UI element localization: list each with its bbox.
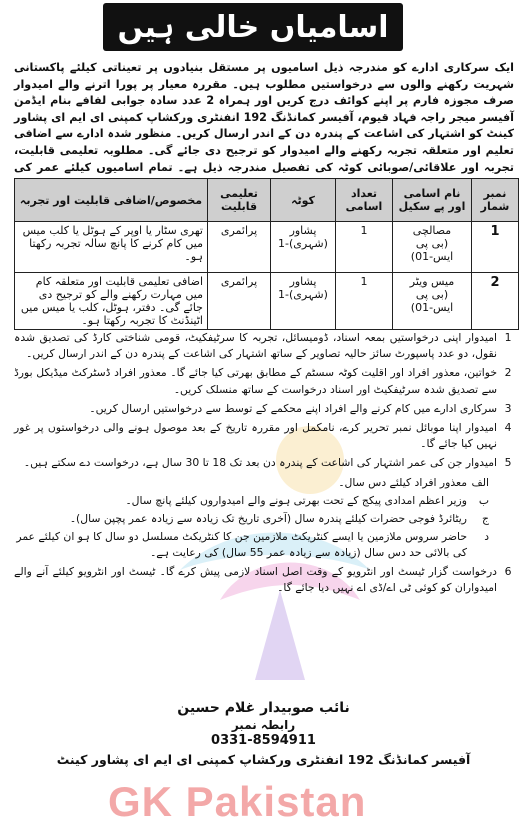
posts-table bbox=[14, 178, 519, 330]
office-address: آفیسر کمانڈنگ 192 انفنٹری ورکشاپ کمپنی ای ایم ای پشاور کینٹ bbox=[56, 752, 471, 767]
header-experience: مخصوص/اضافی قابلیت اور تجربہ bbox=[15, 179, 208, 222]
sub-letter: الف bbox=[471, 475, 489, 489]
condition-text: امیدوار اپنا موبائل نمبر تحریر کرے، نامکمل اور مقررہ تاریخ کے بعد موصول ہونے والی درخواستوں پر غور نہیں کیا جائے گا۔ bbox=[14, 421, 497, 451]
condition-text: امیدوار اپنی درخواستیں بمعہ اسناد، ڈومیسائل، تجربہ کا سرٹیفکیٹ، قومی شناختی کارڈ کی تصدیق شدہ نقول، دو عدد پاسپورٹ سائز حالیہ تصاویر کے ساتھ اشتہار کی اشاعت کے پندرہ دن کے اندر ارسال کریں۔ bbox=[14, 331, 497, 361]
row-sn: 1 bbox=[472, 222, 519, 273]
condition-item bbox=[14, 330, 519, 362]
condition-item bbox=[14, 455, 519, 471]
table-row bbox=[15, 222, 519, 273]
row-education: پرائمری bbox=[208, 273, 271, 330]
age-relaxation-item bbox=[14, 511, 489, 527]
age-relaxation-item bbox=[14, 493, 489, 509]
sub-text: ریٹائرڈ فوجی حضرات کیلئے پندرہ سال (آخری تاریخ تک زیادہ سے زیادہ عمر پچپن سال)۔ bbox=[69, 512, 467, 526]
header-count: تعداد اسامی bbox=[336, 179, 393, 222]
condition-item bbox=[14, 420, 519, 452]
row-quota: پشاور (شہری)-1 bbox=[271, 273, 336, 330]
row-post bbox=[393, 222, 472, 273]
row-experience: اضافی تعلیمی قابلیت اور متعلقہ کام میں مہارت رکھنے والے کو ترجیح دی جائے گی۔ دفتر، ہوٹل، کلب یا میس میں اٹینڈنٹ کا تجربہ رکھتا ہو۔ bbox=[15, 273, 208, 330]
condition-item bbox=[14, 365, 519, 397]
header-post: نام اسامی اور پے سکیل bbox=[393, 179, 472, 222]
condition-text: خواتین، معذور افراد اور اقلیت کوٹہ سسٹم کے مطابق بھرتی کیا جائے گا۔ معذور افراد ڈسٹرکٹ میڈیکل بورڈ سے تصدیق شدہ سرٹیفکیٹ اور اسناد درخواست کے ساتھ منسلک کریں۔ bbox=[14, 366, 497, 396]
condition-number: 1 bbox=[504, 331, 512, 344]
intro-paragraph: ایک سرکاری ادارے کو مندرجہ ذیل اسامیوں پر مستقل بنیادوں پر تعیناتی کیلئے پاکستانی شہریت رکھنے والوں سے درخواستیں مطلوب ہیں۔ مقررہ معیار پر پورا اترنے والے امیدوار صرف مجوزہ فارم پر اپنے کوائف درج کریں اور ہمراہ 2 عدد سادہ جوابی لفافے بنام ایڈمن آفیسر میجر راجہ فہاد قیوم، آفیسر کمانڈنگ 192 انفنٹری ورکشاپ کمپنی ای ایم ای پشاور کینٹ کو اشتہار کی اشاعت کے پندرہ دن کے اندر ارسال کریں۔ منظور شدہ ادارے سے اضافی تعلیم اور متعلقہ تجربہ رکھنے والے امیدوار کو ترجیح دی جائے گی۔ مطلوبہ تعلیمی قابلیت، تجربہ اور علاقائی/صوبائی کوٹہ کی تفصیل مندرجہ ذیل ہے۔ تمام اسامیوں کیلئے عمر کی bbox=[14, 61, 514, 174]
post-scale: (بی پی ایس-01) bbox=[410, 237, 454, 263]
condition-text: درخواست گزار ٹیسٹ اور انٹرویو کے وقت اصل اسناد لازمی پیش کرے گا۔ ٹیسٹ اور انٹرویو کیلئے آنے والے امیدواران کو کوئی ٹی اے/ڈی اے نہیں دیا جائے گا۔ bbox=[14, 564, 497, 594]
sub-letter: ج bbox=[482, 512, 489, 526]
condition-item bbox=[14, 401, 519, 417]
row-experience: تھری سٹار یا اوپر کے ہوٹل یا کلب میس میں کام کرنے کا پانچ سالہ تجربہ رکھتا ہو۔ bbox=[15, 222, 208, 273]
row-post bbox=[393, 273, 472, 330]
condition-text: امیدوار جن کی عمر اشتہار کی اشاعت کے پندرہ دن بعد تک 18 تا 30 سال ہے، درخواست دے سکتے ہیں۔ bbox=[23, 456, 497, 470]
signatory-name: نائب صوبیدار غلام حسین bbox=[177, 700, 350, 716]
row-quota: پشاور (شہری)-1 bbox=[271, 222, 336, 273]
age-relaxation-item bbox=[14, 529, 489, 561]
condition-number: 4 bbox=[504, 421, 512, 435]
page-title: اسامیاں خالی ہیں bbox=[103, 3, 403, 51]
condition-item bbox=[14, 564, 519, 596]
condition-number: 2 bbox=[504, 366, 512, 380]
table-row bbox=[15, 273, 519, 330]
header-sn: نمبر شمار bbox=[472, 179, 519, 222]
contact-label: رابطہ نمبر bbox=[231, 718, 296, 732]
age-relaxation-item bbox=[14, 475, 489, 491]
row-count: 1 bbox=[336, 273, 393, 330]
condition-text: سرکاری ادارے میں کام کرنے والے افراد اپنے محکمے کے توسط سے درخواستیں ارسال کریں۔ bbox=[89, 401, 497, 415]
row-education: پرائمری bbox=[208, 222, 271, 273]
condition-number: 3 bbox=[504, 401, 512, 415]
post-name: میس ویٹر bbox=[409, 275, 455, 288]
condition-number: 5 bbox=[504, 456, 512, 470]
contact-phone: 0331-8594911 bbox=[211, 733, 316, 748]
sub-text: وزیر اعظم امدادی پیکج کے تحت بھرتی ہونے والے امیدواروں کیلئے پانچ سال۔ bbox=[125, 493, 467, 507]
row-sn: 2 bbox=[472, 273, 519, 330]
header-education: تعلیمی قابلیت bbox=[208, 179, 271, 222]
sub-text: معذور افراد کیلئے دس سال۔ bbox=[338, 475, 467, 489]
sub-letter: د bbox=[484, 530, 489, 544]
condition-number: 6 bbox=[504, 564, 512, 578]
sub-text: حاضر سروس ملازمین یا ایسے کنٹریکٹ ملازمین جن کا کنٹریکٹ مسلسل دو سال کا ہو ان کیلئے عمر کی بالائی حد دس سال (زیادہ سے زیادہ عمر 55 سال) کی رعایت ہے۔ bbox=[16, 530, 467, 560]
sub-letter: ب bbox=[478, 493, 489, 507]
conditions-list bbox=[14, 330, 519, 599]
watermark-text: GK Pakistan bbox=[108, 778, 367, 825]
post-scale: (بی پی ایس-01) bbox=[410, 288, 454, 314]
post-name: مصالچی bbox=[412, 224, 452, 237]
row-count: 1 bbox=[336, 222, 393, 273]
header-quota: کوٹہ bbox=[271, 179, 336, 222]
table-header-row bbox=[15, 179, 519, 222]
